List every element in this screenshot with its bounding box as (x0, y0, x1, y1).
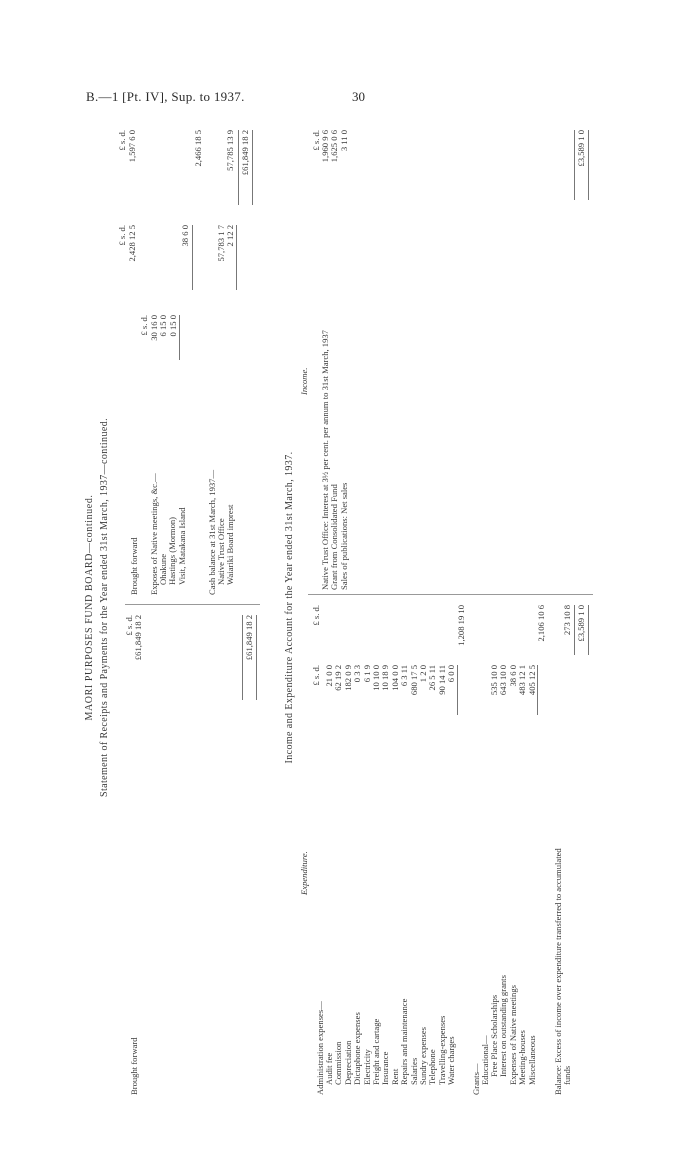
page-number: 30 (352, 89, 365, 104)
right-header-main: £ s. d. (117, 130, 127, 151)
admin-labels (325, 835, 456, 1095)
expenses-total: 38 6 0 (180, 225, 190, 247)
admin-amount: 26 5 11 (427, 665, 438, 691)
right-bf-main: 1,597 6 0 (127, 130, 137, 163)
statement-divider (125, 604, 260, 605)
expense-label: Hastings (Mormon) (167, 516, 178, 585)
admin-rule (457, 665, 458, 715)
educational-heading: Educational— (480, 1035, 490, 1085)
cash-amount: 57,783 1 7 (216, 225, 226, 262)
cash-total: 57,785 13 9 (225, 130, 235, 171)
admin-amount: 10 10 0 (370, 665, 381, 691)
ie-divider (308, 594, 593, 595)
exp-total-underline (588, 605, 589, 655)
admin-label: Salaries (408, 1057, 419, 1085)
income-total-underline (588, 130, 589, 200)
admin-label: Travelling-expenses (436, 1015, 447, 1085)
income-total-rule (574, 130, 575, 200)
income-label: Income. (299, 367, 309, 395)
cash-amounts (217, 225, 236, 295)
expense-label: Ohakune (158, 553, 168, 585)
grant-label: Meeting-houses (517, 1030, 528, 1085)
statement-title: Statement of Receipts and Payments for the Year ended 31st March, 1937—continued. (99, 418, 110, 797)
admin-label: Electricity (361, 1049, 372, 1085)
left-brought-forward-label: Brought forward (129, 1037, 139, 1095)
admin-amount: 6 3 11 (399, 665, 410, 687)
right-header-sub: £ s. d. (117, 225, 127, 246)
ie-title: Income and Expenditure Account for the Year ended 31st March, 1937. (284, 451, 295, 764)
cash-amount: 2 12 2 (225, 225, 236, 247)
income-label: Sales of publications: Net sales (338, 482, 349, 590)
right-total: £61,849 18 2 (240, 130, 250, 176)
balance-line-1: Balance: Excess of income over expenditure transferred to accumulated (553, 848, 563, 1095)
admin-label: Audit fee (324, 1052, 334, 1085)
grants-total: 2,106 10 6 (536, 605, 546, 642)
admin-amount: 680 17 5 (408, 665, 419, 696)
expenses-col-header: £ s. d. (139, 315, 149, 336)
admin-label: Rent (389, 1068, 400, 1085)
admin-label: Insurance (380, 1051, 391, 1085)
admin-amount: 0 3 3 (352, 665, 363, 683)
right-total-underline (252, 130, 253, 205)
admin-label: Commission (333, 1041, 344, 1085)
cash-rule (236, 225, 237, 290)
expense-amount: 30 16 0 (149, 315, 159, 341)
grants-amounts (490, 665, 537, 725)
grant-amount: 535 10 0 (489, 665, 499, 696)
admin-label: Telephone (427, 1049, 438, 1085)
running-header: B.—1 [Pt. IV], Sup. to 1937. (86, 89, 245, 104)
cash-label: Waiariki Board imprest (225, 504, 236, 585)
admin-amount: 21 0 0 (324, 665, 334, 687)
income-amount: 3 11 0 (338, 130, 349, 152)
rotated-financial-statement (80, 120, 640, 1095)
admin-amount: 104 0 0 (389, 665, 400, 691)
expense-amount: 6 15 0 (158, 315, 169, 337)
income-label: Native Trust Office: Interest at 3½ per cent. per annum to 31st March, 1937 (320, 330, 330, 590)
left-total: £61,849 18 2 (244, 615, 254, 661)
cash-heading: Cash balance at 31st March, 1937— (207, 469, 217, 595)
admin-label: Water charges (446, 1036, 457, 1085)
org-title: MAORI PURPOSES FUND BOARD—continued. (84, 494, 95, 721)
expenses-carried: 2,466 18 5 (193, 130, 203, 167)
grants-rule (537, 665, 538, 715)
grant-amount: 483 12 1 (517, 665, 528, 696)
admin-amount: 6 0 0 (446, 665, 457, 683)
right-brought-forward-label: Brought forward (129, 537, 139, 595)
admin-total: 1,208 19 10 (456, 605, 466, 646)
income-label: Grant from Consolidated Fund (329, 484, 340, 590)
grant-label: Expenses of Native meetings (507, 985, 518, 1085)
admin-heading: Administration expenses— (315, 1001, 325, 1095)
grant-label: Interest on outstanding grants (498, 975, 509, 1077)
grant-label: Free Place Scholarships (489, 994, 499, 1077)
expenses-total-rule (192, 225, 193, 290)
admin-label: Sundry expenses (417, 1027, 428, 1085)
income-amounts (321, 130, 349, 210)
income-labels (321, 230, 349, 590)
expense-amount: 0 15 0 (167, 315, 178, 337)
grants-labels (490, 835, 537, 1095)
income-col-header: £ s. d. (311, 130, 321, 151)
expenses-subtotal-rule (179, 315, 180, 360)
admin-label: Repairs and maintenance (399, 998, 410, 1085)
right-bf-sub: 2,428 12 5 (127, 225, 137, 262)
grant-label: Miscellaneous (526, 1035, 537, 1085)
admin-amount: 10 18 9 (380, 665, 391, 691)
grant-amount: 405 12 5 (526, 665, 537, 696)
expenditure-label: Expenditure. (299, 851, 309, 895)
admin-amount: 62 19 2 (333, 665, 344, 691)
expenditure-total: £3,589 1 0 (576, 605, 586, 642)
exp-col-header-sub: £ s. d. (311, 665, 321, 686)
left-brought-forward-amount: £61,849 18 2 (133, 615, 143, 661)
left-total-rule (242, 615, 243, 700)
right-total-rule (238, 130, 239, 205)
expenses-labels (159, 445, 187, 595)
admin-amounts (325, 665, 456, 725)
admin-label: Freight and cartage (370, 1018, 381, 1085)
admin-label: Dictaphone expenses (352, 1012, 363, 1085)
grant-amount: 38 6 0 (507, 665, 518, 687)
admin-label: Depreciation (342, 1040, 353, 1085)
admin-amount: 90 14 11 (436, 665, 447, 695)
expenses-heading: Exposes of Native meetings, &c.— (149, 473, 159, 595)
balance-line-2: funds (562, 1065, 572, 1085)
grant-amount: 643 10 0 (498, 665, 509, 696)
admin-amount: 6 1 9 (361, 665, 372, 683)
cash-labels (217, 445, 236, 595)
income-amount: 1,960 9 6 (320, 130, 330, 163)
expense-label: Visit, Matakana Island (176, 507, 187, 585)
income-total: £3,589 1 0 (576, 130, 586, 167)
exp-col-header-main: £ s. d. (311, 605, 321, 626)
exp-total-rule (574, 605, 575, 655)
left-total-underline (256, 615, 257, 700)
income-amount: 1,625 0 6 (329, 130, 340, 163)
admin-amount: 1 2 0 (417, 665, 428, 683)
admin-amount: 182 0 9 (342, 665, 353, 691)
grants-heading: Grants— (471, 1063, 481, 1095)
left-header-currency: £ s. d. (124, 615, 134, 636)
expenses-amounts (150, 315, 178, 375)
balance-amount: 273 10 8 (562, 605, 572, 636)
cash-label: Native Trust Office (216, 518, 226, 585)
